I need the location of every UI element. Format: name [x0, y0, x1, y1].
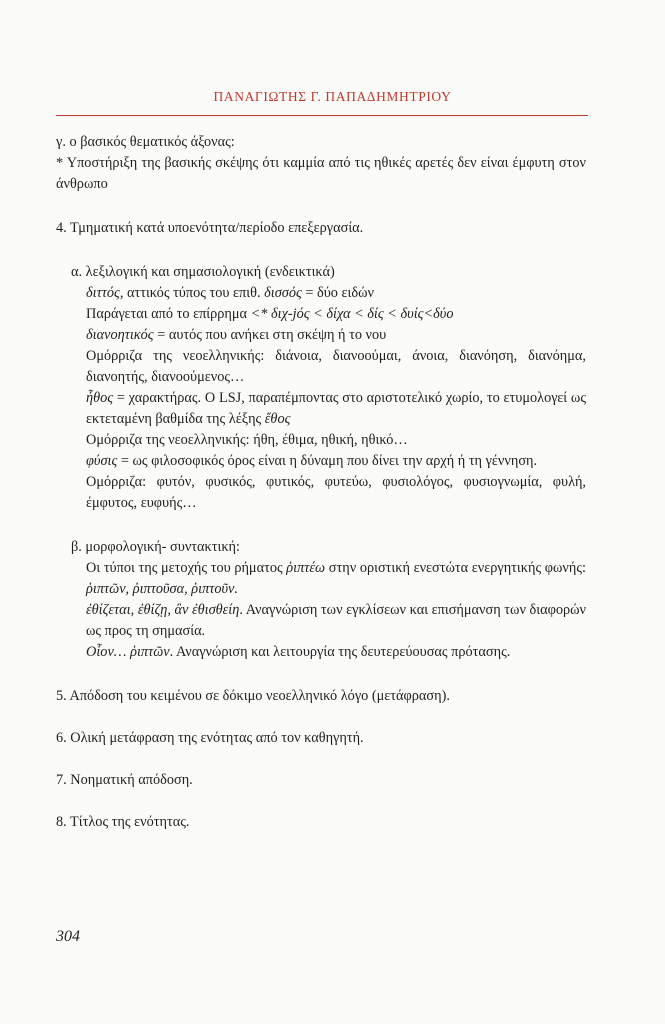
sub-a-line-1: διττός, αττικός τύπος του επιθ. δισσός = δύο ειδών	[86, 285, 374, 301]
term-ripteo: ῥιπτέω	[286, 560, 326, 576]
clause-example: Οἷον… ῥιπτῶν	[86, 644, 170, 660]
item-6: 6. Ολική μετάφραση της ενότητας από τον καθηγητή.	[56, 730, 364, 746]
running-header: ΠΑΝΑΓΙΩΤΗΣ Γ. ΠΑΠΑΔΗΜΗΤΡΙΟΥ	[213, 89, 452, 104]
axis-heading: γ. ο βασικός θεματικός άξονας:	[56, 134, 235, 150]
page-number: 304	[56, 928, 80, 945]
sub-b-line-3: Οἷον… ῥιπτῶν. Αναγνώριση και λειτουργία της δευτερεύουσας πρότασης.	[86, 644, 511, 660]
sub-a-line-2: Παράγεται από το επίρρημα <* διχ-jός < δίχα < δίς < δυίς<δύο	[86, 306, 454, 322]
sub-b-line-2: ἐθίζεται, ἐθίζῃ, ἂν ἐθισθείη. Αναγνώριση των εγκλίσεων και επισήμανση των διαφορών ως προς τη σημασία.	[86, 602, 586, 639]
term-dittos: διττός	[86, 285, 120, 301]
sub-a-line-8: Ομόρριζα: φυτόν, φυσικός, φυτικός, φυτεύω, φυσιολόγος, φυσιογνωμία, φυλή, έμφυτος, ευφυής…	[86, 474, 586, 511]
sub-a-line-6: Ομόρριζα της νεοελληνικής: ήθη, έθιμα, ηθική, ηθικό…	[86, 432, 408, 448]
sub-a-line-4: Ομόρριζα της νεοελληνικής: διάνοια, διανοούμαι, άνοια, διανόηση, διανόημα, διανοητής, διανοούμενος…	[86, 348, 586, 385]
term-physis: φύσις	[86, 453, 118, 469]
item-5: 5. Απόδοση του κειμένου σε δόκιμο νεοελληνικό λόγο (μετάφραση).	[56, 688, 450, 704]
sub-a-line-3: διανοητικός = αυτός που ανήκει στη σκέψη ή το νου	[86, 327, 387, 343]
participle-forms: ῥιπτῶν, ῥιπτοῦσα, ῥιπτοῦν.	[86, 581, 238, 597]
item-4: 4. Τμηματική κατά υποενότητα/περίοδο επεξεργασία.	[56, 220, 364, 236]
term-dianoetikos: διανοητικός	[86, 327, 154, 343]
sub-a-line-7: φύσις = ως φιλοσοφικός όρος είναι η δύναμη που δίνει την αρχή ή τη γέννηση.	[86, 453, 538, 469]
verb-forms: ἐθίζεται, ἐθίζῃ, ἂν ἐθισθείη	[86, 602, 240, 618]
term-dissos: δισσός	[264, 285, 302, 301]
item-8: 8. Τίτλος της ενότητας.	[56, 814, 190, 830]
etymology-chain: <* διχ-jός < δίχα < δίς < δυίς<δύο	[250, 306, 454, 322]
axis-support: * Υποστήριξη της βασικής σκέψης ότι καμμία από τις ηθικές αρετές δεν είναι έμφυτη στον άνθρωπο	[56, 155, 586, 192]
sub-b-title: β. μορφολογική- συντακτική:	[71, 539, 240, 555]
header-rule	[56, 115, 588, 116]
term-ethos-2: ἔθος	[264, 411, 291, 427]
term-ethos: ἦθος	[86, 390, 114, 406]
item-7: 7. Νοηματική απόδοση.	[56, 772, 193, 788]
sub-a-line-5: ἦθος = χαρακτήρας. Ο LSJ, παραπέμποντας στο αριστοτελικό χωρίο, το ετυμολογεί ως εκτεταμένη βαθμίδα της λέξης ἔθος	[86, 390, 586, 427]
page-body	[56, 132, 586, 833]
sub-b-line-1: Οι τύποι της μετοχής του ρήματος ῥιπτέω στην οριστική ενεστώτα ενεργητικής φωνής: ῥιπτῶν, ῥιπτοῦσα, ῥιπτοῦν.	[86, 560, 586, 597]
sub-a-title: α. λεξιλογική και σημασιολογική (ενδεικτικά)	[71, 264, 335, 280]
